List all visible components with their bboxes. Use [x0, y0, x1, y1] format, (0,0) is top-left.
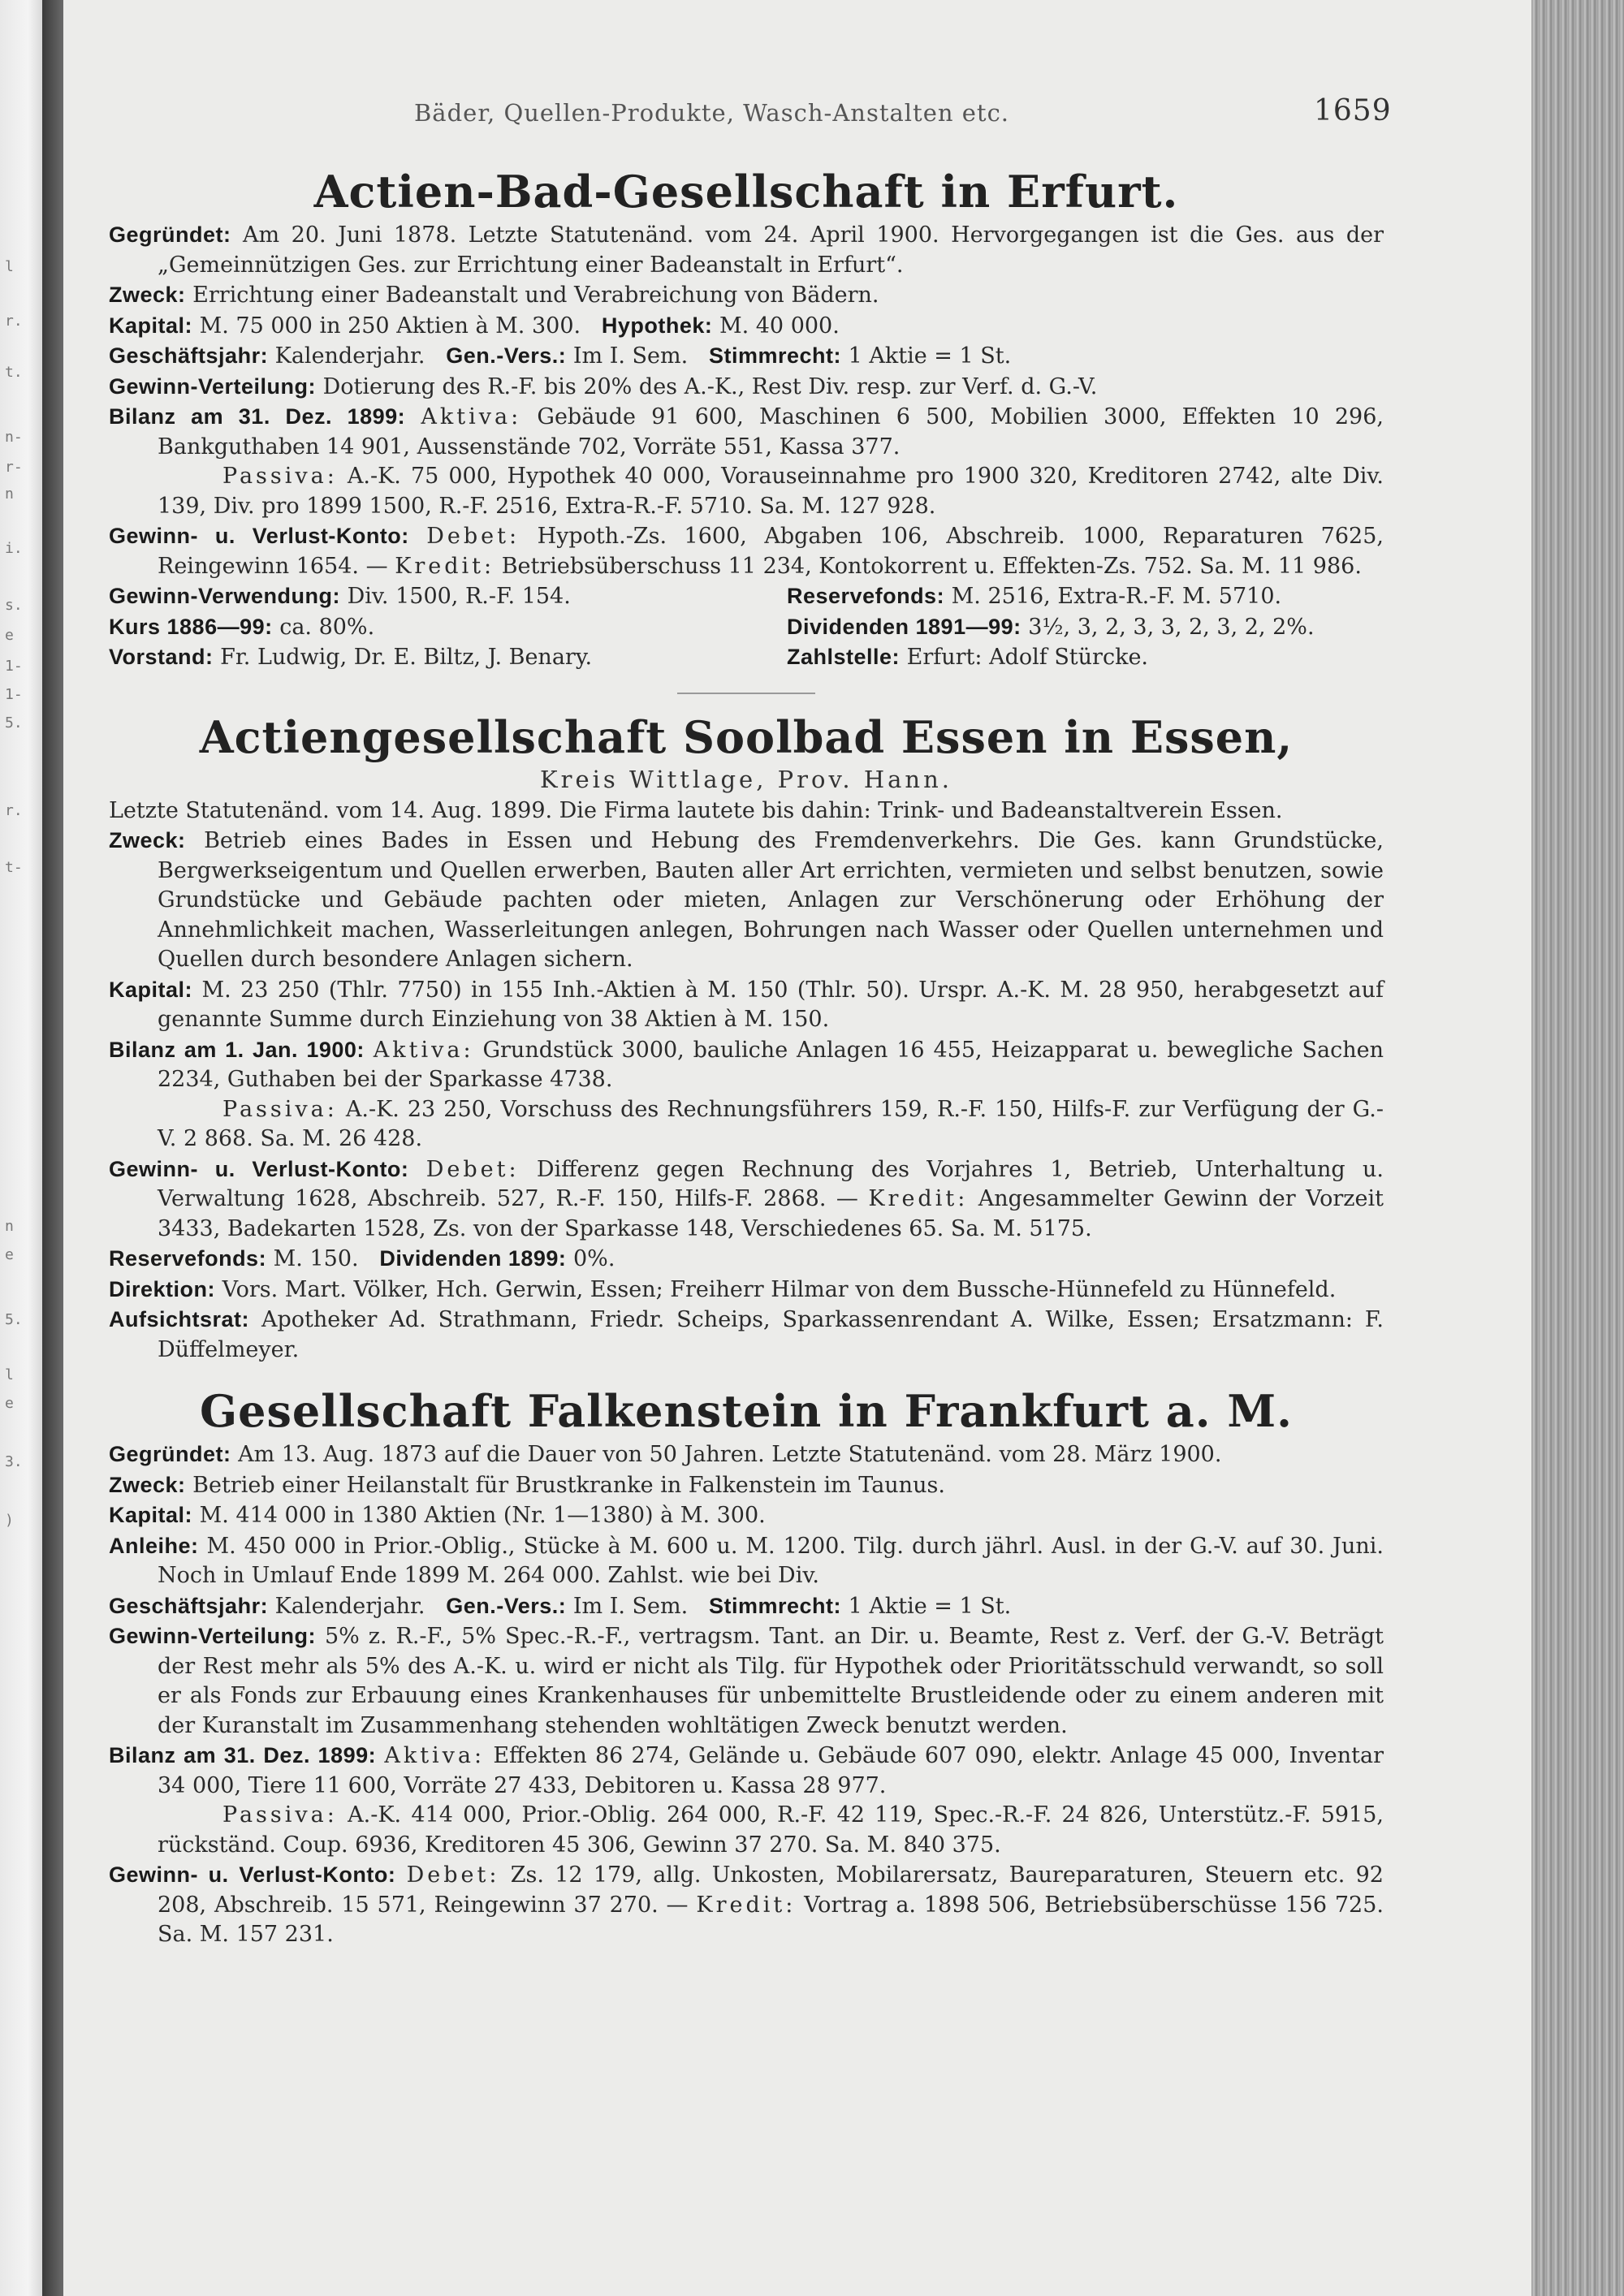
field-capital: Kapital: M. 23 250 (Thlr. 7750) in 155 Inh.-Aktien à M. 150 (Thlr. 50). Urspr. A.-K. M. 28 950, herabgesetzt auf genannte Summe durch Einziehung von 38 Aktien à M. 150.	[109, 977, 1384, 1032]
margin-fragment: r.	[5, 802, 23, 819]
field-fiscal-year: Geschäftsjahr: Kalenderjahr. Gen.-Vers.: Im I. Sem. Stimmrecht: 1 Aktie = 1 St.	[109, 1593, 1012, 1619]
field-purpose: Zweck: Errichtung einer Badeanstalt und Verabreichung von Bädern.	[109, 283, 879, 308]
row-profit-use-reserve	[109, 581, 1384, 612]
field-balance-assets: Bilanz am 1. Jan. 1900: Aktiva: Grundstück 3000, bauliche Anlagen 16 455, Heizapparat u. bewegliche Sachen 2234, Guthaben bei der Sparkasse 4738.	[109, 1037, 1384, 1092]
field-profit-distribution: Gewinn-Verteilung: 5% z. R.-F., 5% Spec.-R.-F., vertragsm. Tant. an Dir. u. Beamte, Rest z. Verf. der G.-V. Beträgt der Rest mehr als 5% des A.-K. u. wird er nicht als Tilg. für Hypothek oder Prioritätsschuld verwandt, so soll er als Fonds zur Erbauung eines Krankenhauses für unbemittelte Brustleidende oder zu einem anderen mit der Kuranstalt im Zusammenhang stehenden wohltätigen Zweck benutzt werden.	[109, 1624, 1384, 1738]
field-directors: Direktion: Vors. Mart. Völker, Hch. Gerwin, Essen; Freiherr Hilmar von dem Bussche-Hünnefeld zu Hünnefeld.	[109, 1276, 1337, 1302]
field-fiscal-year: Geschäftsjahr: Kalenderjahr. Gen.-Vers.: Im I. Sem. Stimmrecht: 1 Aktie = 1 St.	[109, 343, 1012, 369]
company-subtitle: Kreis Wittlage, Prov. Hann.	[539, 765, 953, 793]
margin-fragment: i.	[5, 540, 23, 557]
field-reserve: Reservefonds: M. 2516, Extra-R.-F. M. 5710.	[787, 584, 1282, 609]
field-founded: Gegründet: Am 20. Juni 1878. Letzte Statutenänd. vom 24. April 1900. Hervorgegangen ist die Ges. aus der „Gemeinnützigen Ges. zur Errichtung einer Badeanstalt in Erfurt“.	[109, 222, 1384, 278]
margin-fragment: n-	[5, 429, 23, 446]
field-balance-liabilities: Passiva: A.-K. 23 250, Vorschuss des Rechnungsführers 159, R.-F. 150, Hilfs-F. zur Verfügung der G.-V. 2 868. Sa. M. 26 428.	[158, 1096, 1384, 1151]
row-price-dividends	[109, 612, 1384, 643]
margin-fragment: 1-	[5, 686, 23, 703]
margin-fragment: 1-	[5, 658, 23, 675]
company-title: Gesellschaft Falkenstein in Frankfurt a. M.	[200, 1385, 1293, 1437]
entry-erfurt	[109, 166, 1384, 673]
field-statute-change: Letzte Statutenänd. vom 14. Aug. 1899. Die Firma lautete bis dahin: Trink- und Badeanstaltverein Essen.	[109, 797, 1283, 823]
field-profit-loss: Gewinn- u. Verlust-Konto: Debet: Zs. 12 179, allg. Unkosten, Mobilarersatz, Baureparaturen, Steuern etc. 92 208, Abschreib. 15 571, Reingewinn 37 270. — Kredit: Vortrag a. 1898 506, Betriebsüberschüsse 156 725. Sa. M. 157 231.	[109, 1862, 1384, 1947]
field-supervisory-board: Aufsichtsrat: Apotheker Ad. Strathmann, Friedr. Scheips, Sparkassenrendant A. Wilke, Essen; Ersatzmann: F. Düffelmeyer.	[109, 1307, 1384, 1362]
field-balance-liabilities: Passiva: A.-K. 75 000, Hypothek 40 000, Vorauseinnahme pro 1900 320, Kreditoren 2742, alte Div. 139, Div. pro 1899 1500, R.-F. 2516, Extra-R.-F. 5710. Sa. M. 127 928.	[158, 464, 1384, 519]
margin-fragment: l	[5, 258, 14, 275]
margin-fragment: )	[5, 1512, 14, 1529]
field-profit-loss: Gewinn- u. Verlust-Konto: Debet: Differenz gegen Rechnung des Vorjahres 1, Betrieb, Unterhaltung u. Verwaltung 1628, Abschreib. 527, R.-F. 150, Hilfs-F. 2868. — Kredit: Angesammelter Gewinn der Vorzeit 3433, Badekarten 1528, Zs. von der Sparkasse 148, Verschiedenes 65. Sa. M. 5175.	[109, 1156, 1384, 1241]
margin-fragment: 3.	[5, 1453, 23, 1470]
entry-falkenstein	[109, 1386, 1384, 1950]
book-fore-edge	[1531, 0, 1624, 2296]
margin-fragment: t.	[5, 364, 23, 381]
field-paying-agent: Zahlstelle: Erfurt: Adolf Stürcke.	[787, 645, 1148, 670]
binding-shadow	[42, 0, 63, 2296]
running-head-title: Bäder, Quellen-Produkte, Wasch-Anstalten etc.	[414, 99, 1010, 127]
margin-fragment: r.	[5, 313, 23, 330]
field-capital: Kapital: M. 75 000 in 250 Aktien à M. 300. Hypothek: M. 40 000.	[109, 313, 840, 339]
row-board-paying-agent	[109, 642, 1384, 673]
margin-fragment: n	[5, 1218, 14, 1235]
margin-fragment: 5.	[5, 714, 23, 732]
margin-fragment: n	[5, 486, 14, 503]
margin-fragment: 5.	[5, 1311, 23, 1328]
facing-page-margin-fragments	[2, 0, 34, 2296]
field-board: Vorstand: Fr. Ludwig, Dr. E. Biltz, J. Benary.	[109, 645, 593, 670]
field-purpose: Zweck: Betrieb eines Bades in Essen und Hebung des Fremdenverkehrs. Die Ges. kann Grundstücke, Bergwerkseigentum und Quellen erwerben, Bauten aller Art errichten, vermieten und selbst benutzen, sowie Grundstücke und Gebäude pachten oder mieten, Anlagen zur Verschönerung oder Erhöhung der Annehmlichkeit machen, Wasserleitungen anlegen, Bohrungen nach Wasser oder Quellen unternehmen und Quellen durch besondere Anlagen sichern.	[109, 828, 1384, 972]
section-divider	[677, 693, 815, 694]
company-title: Actien-Bad-Gesellschaft in Erfurt.	[313, 166, 1179, 218]
margin-fragment: e	[5, 1246, 14, 1263]
field-profit-use: Gewinn-Verwendung: Div. 1500, R.-F. 154.	[109, 584, 571, 609]
margin-fragment: s.	[5, 597, 23, 614]
page-content	[109, 166, 1384, 1950]
field-balance-assets: Bilanz am 31. Dez. 1899: Aktiva: Gebäude 91 600, Maschinen 6 500, Mobilien 3000, Effekten 10 296, Bankguthaben 14 901, Aussenstände 702, Vorräte 551, Kassa 377.	[109, 404, 1384, 460]
field-balance-liabilities: Passiva: A.-K. 414 000, Prior.-Oblig. 264 000, R.-F. 42 119, Spec.-R.-F. 24 826, Unterstütz.-F. 5915, rückständ. Coup. 6936, Kreditoren 45 306, Gewinn 37 270. Sa. M. 840 375.	[158, 1802, 1384, 1858]
field-loan: Anleihe: M. 450 000 in Prior.-Oblig., Stücke à M. 600 u. M. 1200. Tilg. durch jährl. Ausl. in der G.-V. auf 30. Juni. Noch in Umlauf Ende 1899 M. 264 000. Zahlst. wie bei Div.	[109, 1533, 1384, 1588]
field-profit-loss: Gewinn- u. Verlust-Konto: Debet: Hypoth.-Zs. 1600, Abgaben 106, Abschreib. 1000, Reparaturen 7625, Reingewinn 1654. — Kredit: Betriebsüberschuss 11 234, Kontokorrent u. Effekten-Zs. 752. Sa. M. 11 986.	[109, 524, 1384, 579]
margin-fragment: e	[5, 627, 14, 644]
margin-fragment: r-	[5, 459, 23, 476]
field-price: Kurs 1886—99: ca. 80%.	[109, 614, 375, 640]
field-capital: Kapital: M. 414 000 in 1380 Aktien (Nr. 1—1380) à M. 300.	[109, 1503, 766, 1528]
field-reserve-dividends: Reservefonds: M. 150. Dividenden 1899: 0%.	[109, 1246, 615, 1271]
entry-essen	[109, 712, 1384, 1366]
margin-fragment: e	[5, 1395, 14, 1412]
page-number: 1659	[1314, 94, 1392, 127]
margin-fragment: t-	[5, 859, 23, 876]
company-title: Actiengesellschaft Soolbad Essen in Essen,	[199, 710, 1294, 763]
field-dividends: Dividenden 1891—99: 3½, 3, 2, 3, 3, 2, 3, 2, 2%.	[787, 614, 1315, 640]
field-purpose: Zweck: Betrieb einer Heilanstalt für Brustkranke in Falkenstein im Taunus.	[109, 1472, 945, 1498]
field-profit-distribution: Gewinn-Verteilung: Dotierung des R.-F. bis 20% des A.-K., Rest Div. resp. zur Verf. d. G.-V.	[109, 373, 1098, 399]
field-founded: Gegründet: Am 13. Aug. 1873 auf die Dauer von 50 Jahren. Letzte Statutenänd. vom 28. März 1900.	[109, 1442, 1222, 1467]
field-balance-assets: Bilanz am 31. Dez. 1899: Aktiva: Effekten 86 274, Gelände u. Gebäude 607 090, elektr. Anlage 45 000, Inventar 34 000, Tiere 11 600, Vorräte 27 433, Debitoren u. Kassa 28 977.	[109, 1743, 1384, 1798]
margin-fragment: l	[5, 1366, 14, 1383]
